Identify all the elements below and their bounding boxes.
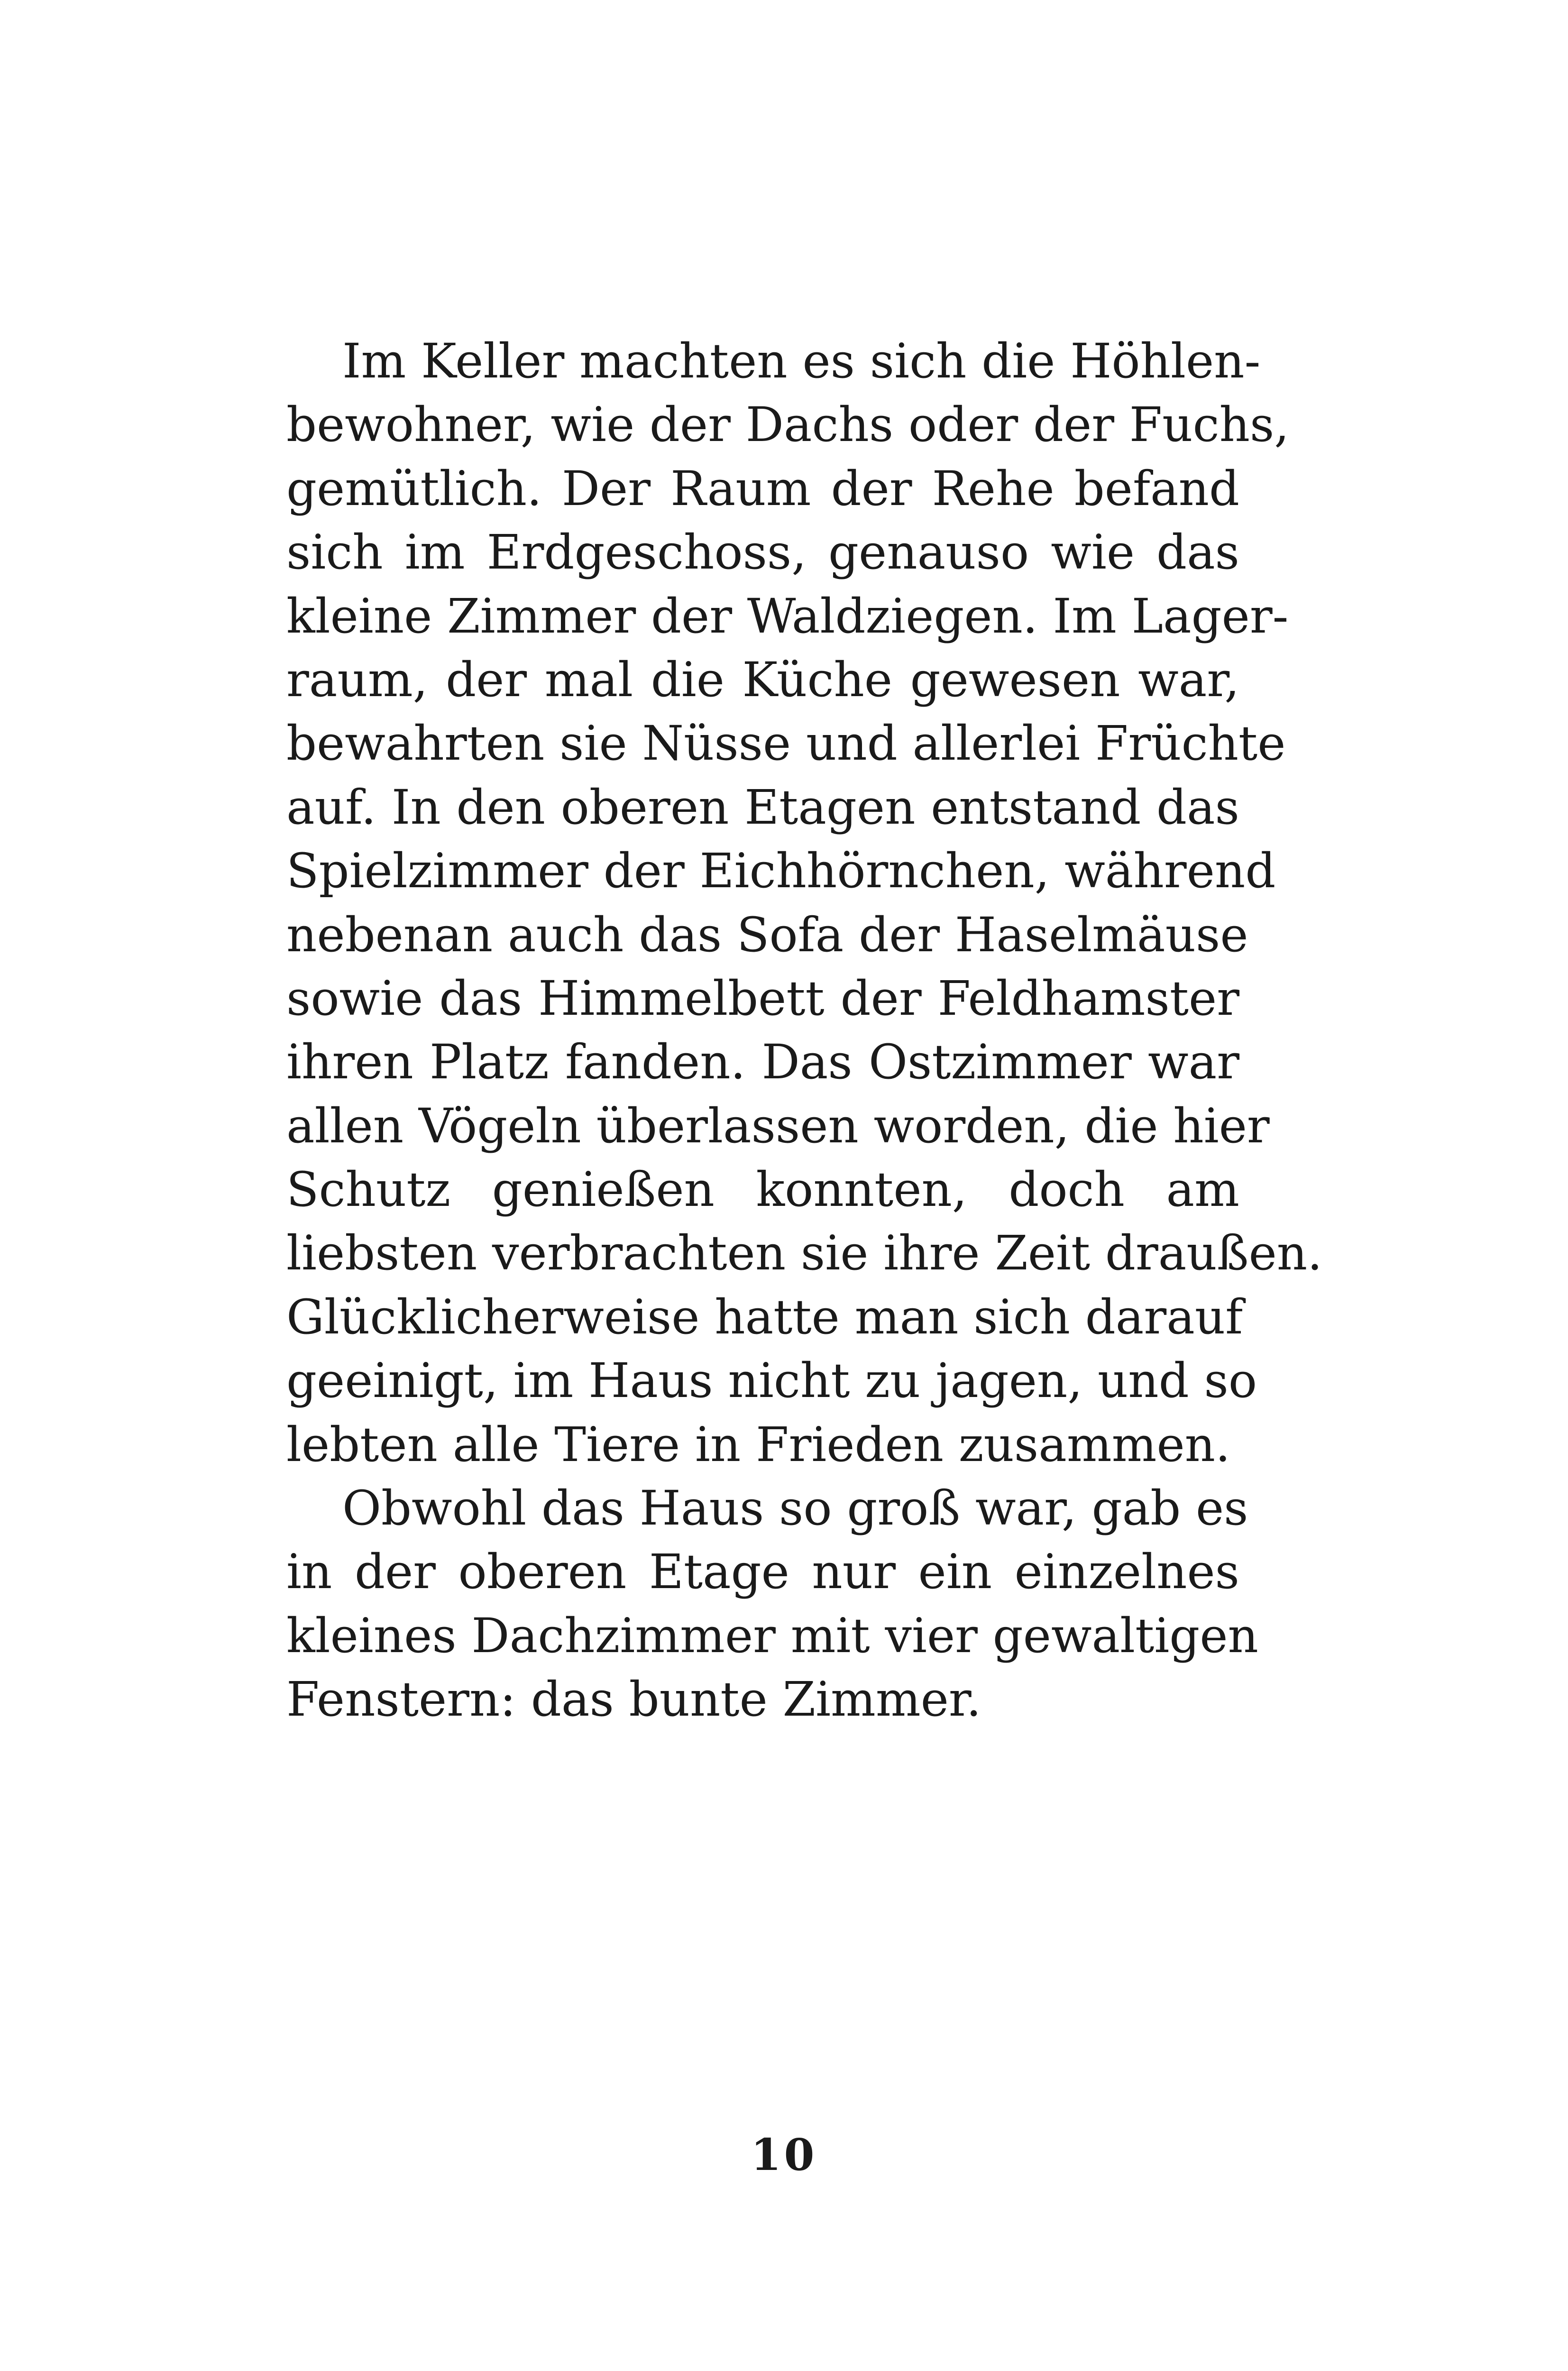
text-line: allen Vögeln überlassen worden, die hier: [286, 1098, 1270, 1154]
text-line: bewahrten sie Nüsse und allerlei Früchte: [286, 716, 1286, 772]
body-text: [286, 330, 1322, 1732]
text-line: gemütlich. Der Raum der Rehe befand: [286, 460, 1239, 516]
text-line: Spielzimmer der Eichhörnchen, während: [286, 843, 1276, 899]
text-line: Im Keller machten es sich die Höhlen-: [342, 333, 1261, 389]
text-line: Fenstern: das bunte Zimmer.: [286, 1672, 981, 1728]
text-line: kleine Zimmer der Waldziegen. Im Lager-: [286, 588, 1289, 644]
text-line: geeinigt, im Haus nicht zu jagen, und so: [286, 1353, 1257, 1409]
text-line: ihren Platz fanden. Das Ostzimmer war: [286, 1034, 1239, 1090]
text-line: nebenan auch das Sofa der Haselmäuse: [286, 907, 1248, 963]
text-line: sich im Erdgeschoss, genauso wie das: [286, 524, 1239, 580]
text-line: bewohner, wie der Dachs oder der Fuchs,: [286, 397, 1290, 453]
page-number: 10: [751, 2129, 817, 2180]
paragraph-2: [286, 1477, 1258, 1732]
text-line: Glücklicherweise hatte man sich darauf: [286, 1289, 1243, 1345]
text-line: lebten alle Tiere in Frieden zusammen.: [286, 1416, 1230, 1472]
text-line: liebsten verbrachten sie ihre Zeit draußen.: [286, 1225, 1322, 1281]
text-line: Obwohl das Haus so groß war, gab es: [342, 1480, 1248, 1536]
text-line: Schutz genießen konnten, doch am: [286, 1162, 1239, 1218]
text-line: raum, der mal die Küche gewesen war,: [286, 652, 1239, 708]
text-line: auf. In den oberen Etagen entstand das: [286, 779, 1239, 835]
text-line: kleines Dachzimmer mit vier gewaltigen: [286, 1608, 1258, 1663]
text-line: in der oberen Etage nur ein einzelnes: [286, 1544, 1239, 1600]
paragraph-1: [286, 330, 1322, 1477]
text-line: sowie das Himmelbett der Feldhamster: [286, 970, 1239, 1026]
